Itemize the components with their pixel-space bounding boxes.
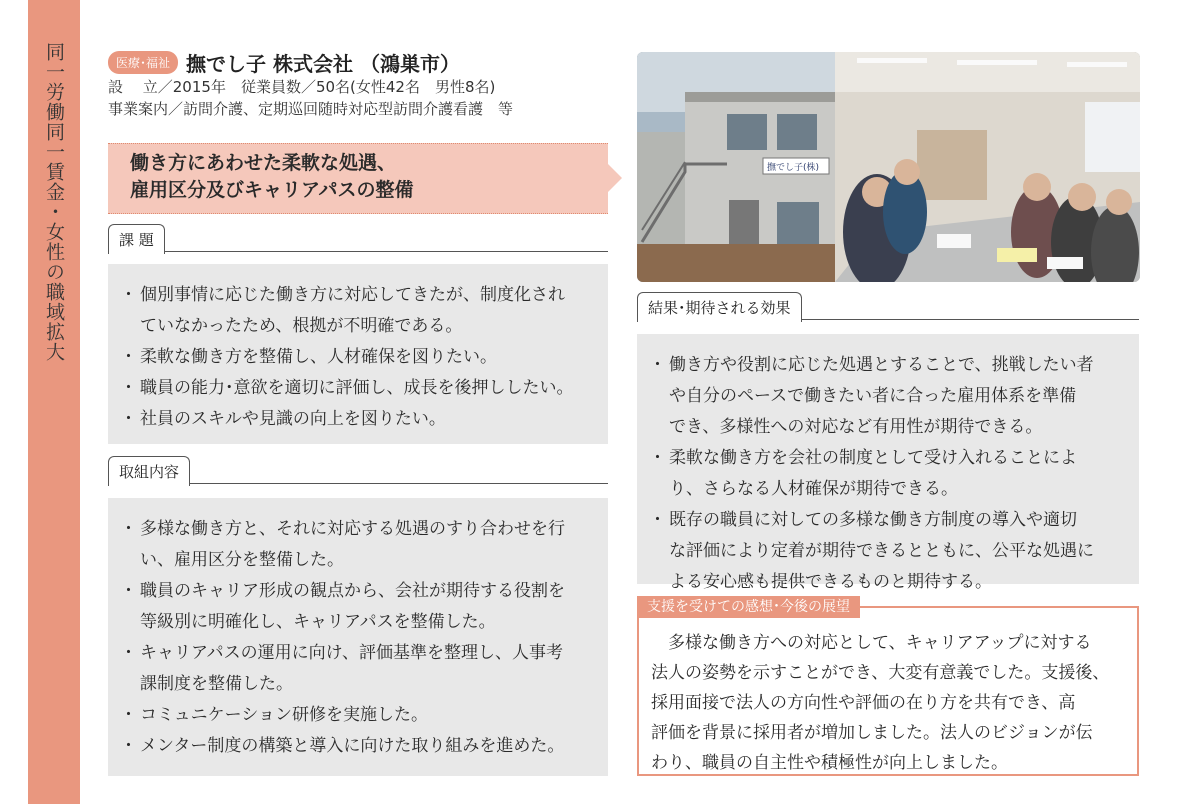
building-sign: 撫でし子(株) bbox=[767, 163, 820, 173]
feedback-label: 支援を受けての感想･今後の展望 bbox=[637, 596, 860, 618]
header-title-row bbox=[108, 48, 608, 76]
list-item: ・ 多様な働き方と、それに対応する処遇のすり合わせを行 い、雇用区分を整備した。 bbox=[120, 519, 565, 570]
actions-box bbox=[108, 498, 608, 776]
feedback-box bbox=[637, 606, 1139, 776]
actions-label: 取組内容 bbox=[108, 456, 190, 486]
list-item: ・ 社員のスキルや見識の向上を図りたい。 bbox=[120, 409, 446, 429]
feedback-text: 多様な働き方への対応として、キャリアアップに対する 法人の姿勢を示すことができ、大変有意義でした。支援後、 採用面接で法人の方向性や評価の在り方を共有でき、高 評価を背景に採用者が増加しました。法人のビジョンが伝 わり、職員の自主性や積極性が向上しました。 bbox=[651, 633, 1110, 773]
side-strip bbox=[28, 0, 80, 804]
list-item: ・ 職員の能力･意欲を適切に評価し、成長を後押ししたい。 bbox=[120, 378, 574, 398]
list-item: ・ 個別事情に応じた働き方に対応してきたが、制度化され ていなかったため、根拠が不明確である。 bbox=[120, 285, 565, 336]
list-item: ・ 働き方や役割に応じた処遇とすることで、挑戦したい者 や自分のペースで働きたい者に合った雇用体系を準備 でき、多様性への対応など有用性が期待できる。 bbox=[649, 355, 1094, 437]
list-item: ・ キャリアパスの運用に向け、評価基準を整理し、人事考 課制度を整備した。 bbox=[120, 643, 563, 694]
list-item: ・ 柔軟な働き方を会社の制度として受け入れることによ り、さらなる人材確保が期待できる。 bbox=[649, 448, 1077, 499]
category-badge: 医療･福祉 bbox=[108, 51, 178, 74]
company-header bbox=[108, 48, 608, 120]
theme-line-2: 雇用区分及びキャリアパスの整備 bbox=[130, 179, 414, 201]
results-box bbox=[637, 334, 1139, 592]
business-info: 事業案内／訪問介護、定期巡回随時対応型訪問介護看護 等 bbox=[108, 100, 514, 118]
list-item: ・ コミュニケーション研修を実施した。 bbox=[120, 705, 428, 725]
list-item: ・ 既存の職員に対しての多様な働き方制度の導入や適切 な評価により定着が期待できるとともに、公平な処遇に よる安心感も提供できるものと期待する。 bbox=[649, 510, 1094, 592]
actions-header bbox=[108, 456, 608, 484]
issues-header bbox=[108, 224, 608, 252]
company-info: 設 立／2015年 従業員数／50名(女性42名 男性8名) bbox=[108, 78, 496, 96]
company-name: 撫でし子 株式会社 （鴻巣市） bbox=[186, 51, 460, 76]
results-header bbox=[637, 292, 1139, 320]
company-photo bbox=[637, 52, 1140, 282]
side-title: 同一労働同一賃金・女性の職域拡大 bbox=[43, 42, 65, 362]
list-item: ・ 柔軟な働き方を整備し、人材確保を図りたい。 bbox=[120, 347, 497, 367]
list-item: ・ メンター制度の構築と導入に向けた取り組みを進めた。 bbox=[120, 736, 565, 756]
list-item: ・ 職員のキャリア形成の観点から、会社が期待する役割を 等級別に明確化し、キャリアパスを整備した。 bbox=[120, 581, 565, 632]
issues-label: 課 題 bbox=[108, 224, 165, 254]
results-label: 結果･期待される効果 bbox=[637, 292, 802, 322]
theme-line-1: 働き方にあわせた柔軟な処遇、 bbox=[130, 152, 397, 174]
photo-illustration bbox=[637, 52, 1140, 282]
theme-box bbox=[108, 143, 608, 214]
issues-box bbox=[108, 264, 608, 444]
